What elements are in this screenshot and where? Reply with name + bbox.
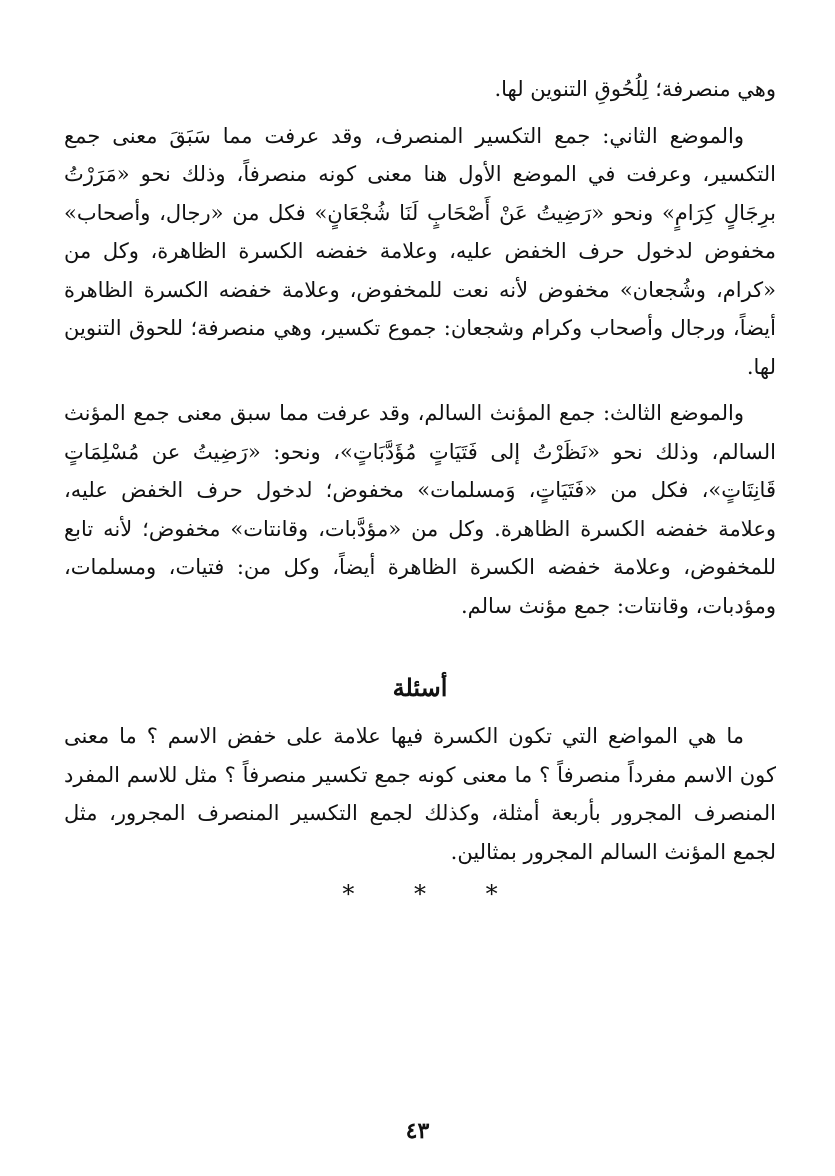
paragraph-third-position: والموضع الثالث: جمع المؤنث السالم، وقد عرفت مما سبق معنى جمع المؤنث السالم، وذلك نحو «نَظَرْتُ إلى فَتَيَاتٍ مُؤَدَّبَاتٍ»، ونحو: «رَضِيتُ عن مُسْلِمَاتٍ قَانِتَاتٍ»، فكل من «فَتَيَاتٍ، وَمسلمات» مخفوض؛ لدخول حرف الخفض عليه، وعلامة خفضه الكسرة الظاهرة. وكل من «مؤدَّبات، وقانتات» مخفوض؛ لأنه تابع للمخفوض، وعلامة خفضه الكسرة الظاهرة أيضاً، وكل من: فتيات، ومسلمات، ومؤدبات، وقانتات: جمع مؤنث سالم.	[64, 401, 776, 618]
page-body	[64, 70, 776, 909]
paragraph-continuation: وهي منصرفة؛ لِلُحُوقِ التنوين لها.	[494, 77, 776, 101]
page-number: ٤٣	[405, 1118, 430, 1144]
paragraph-questions: ما هي المواضع التي تكون الكسرة فيها علامة على خفض الاسم ؟ ما معنى كون الاسم مفرداً منصرفاً ؟ ما معنى كونه جمع تكسير منصرفاً ؟ مثل للاسم المفرد المنصرف المجرور بأربعة أمثلة، وكذلك لجمع التكسير المنصرف المجرور، مثل لجمع المؤنث السالم المجرور بمثالين.	[64, 724, 776, 864]
separator-stars: * * *	[342, 880, 524, 908]
section-heading-questions: أسئلة	[392, 673, 448, 702]
paragraph-second-position: والموضع الثاني: جمع التكسير المنصرف، وقد عرفت مما سَبَقَ معنى جمع التكسير، وعرفت في الموضع الأول هنا معنى كونه منصرفاً، وذلك نحو «مَرَرْتُ برِجَالٍ كِرَامٍ» ونحو «رَضِيتُ عَنْ أَصْحَابٍ لَنَا شُجْعَانٍ» فكل من «رجال، وأصحاب» مخفوض لدخول حرف الخفض عليه، وعلامة خفضه الكسرة الظاهرة، وكل من «كرام، وشُجعان» مخفوض لأنه نعت للمخفوض، وعلامة خفضه الكسرة الظاهرة أيضاً، ورجال وأصحاب وكرام وشجعان: جموع تكسير، وهي منصرفة؛ للحوق التنوين لها.	[64, 123, 776, 379]
